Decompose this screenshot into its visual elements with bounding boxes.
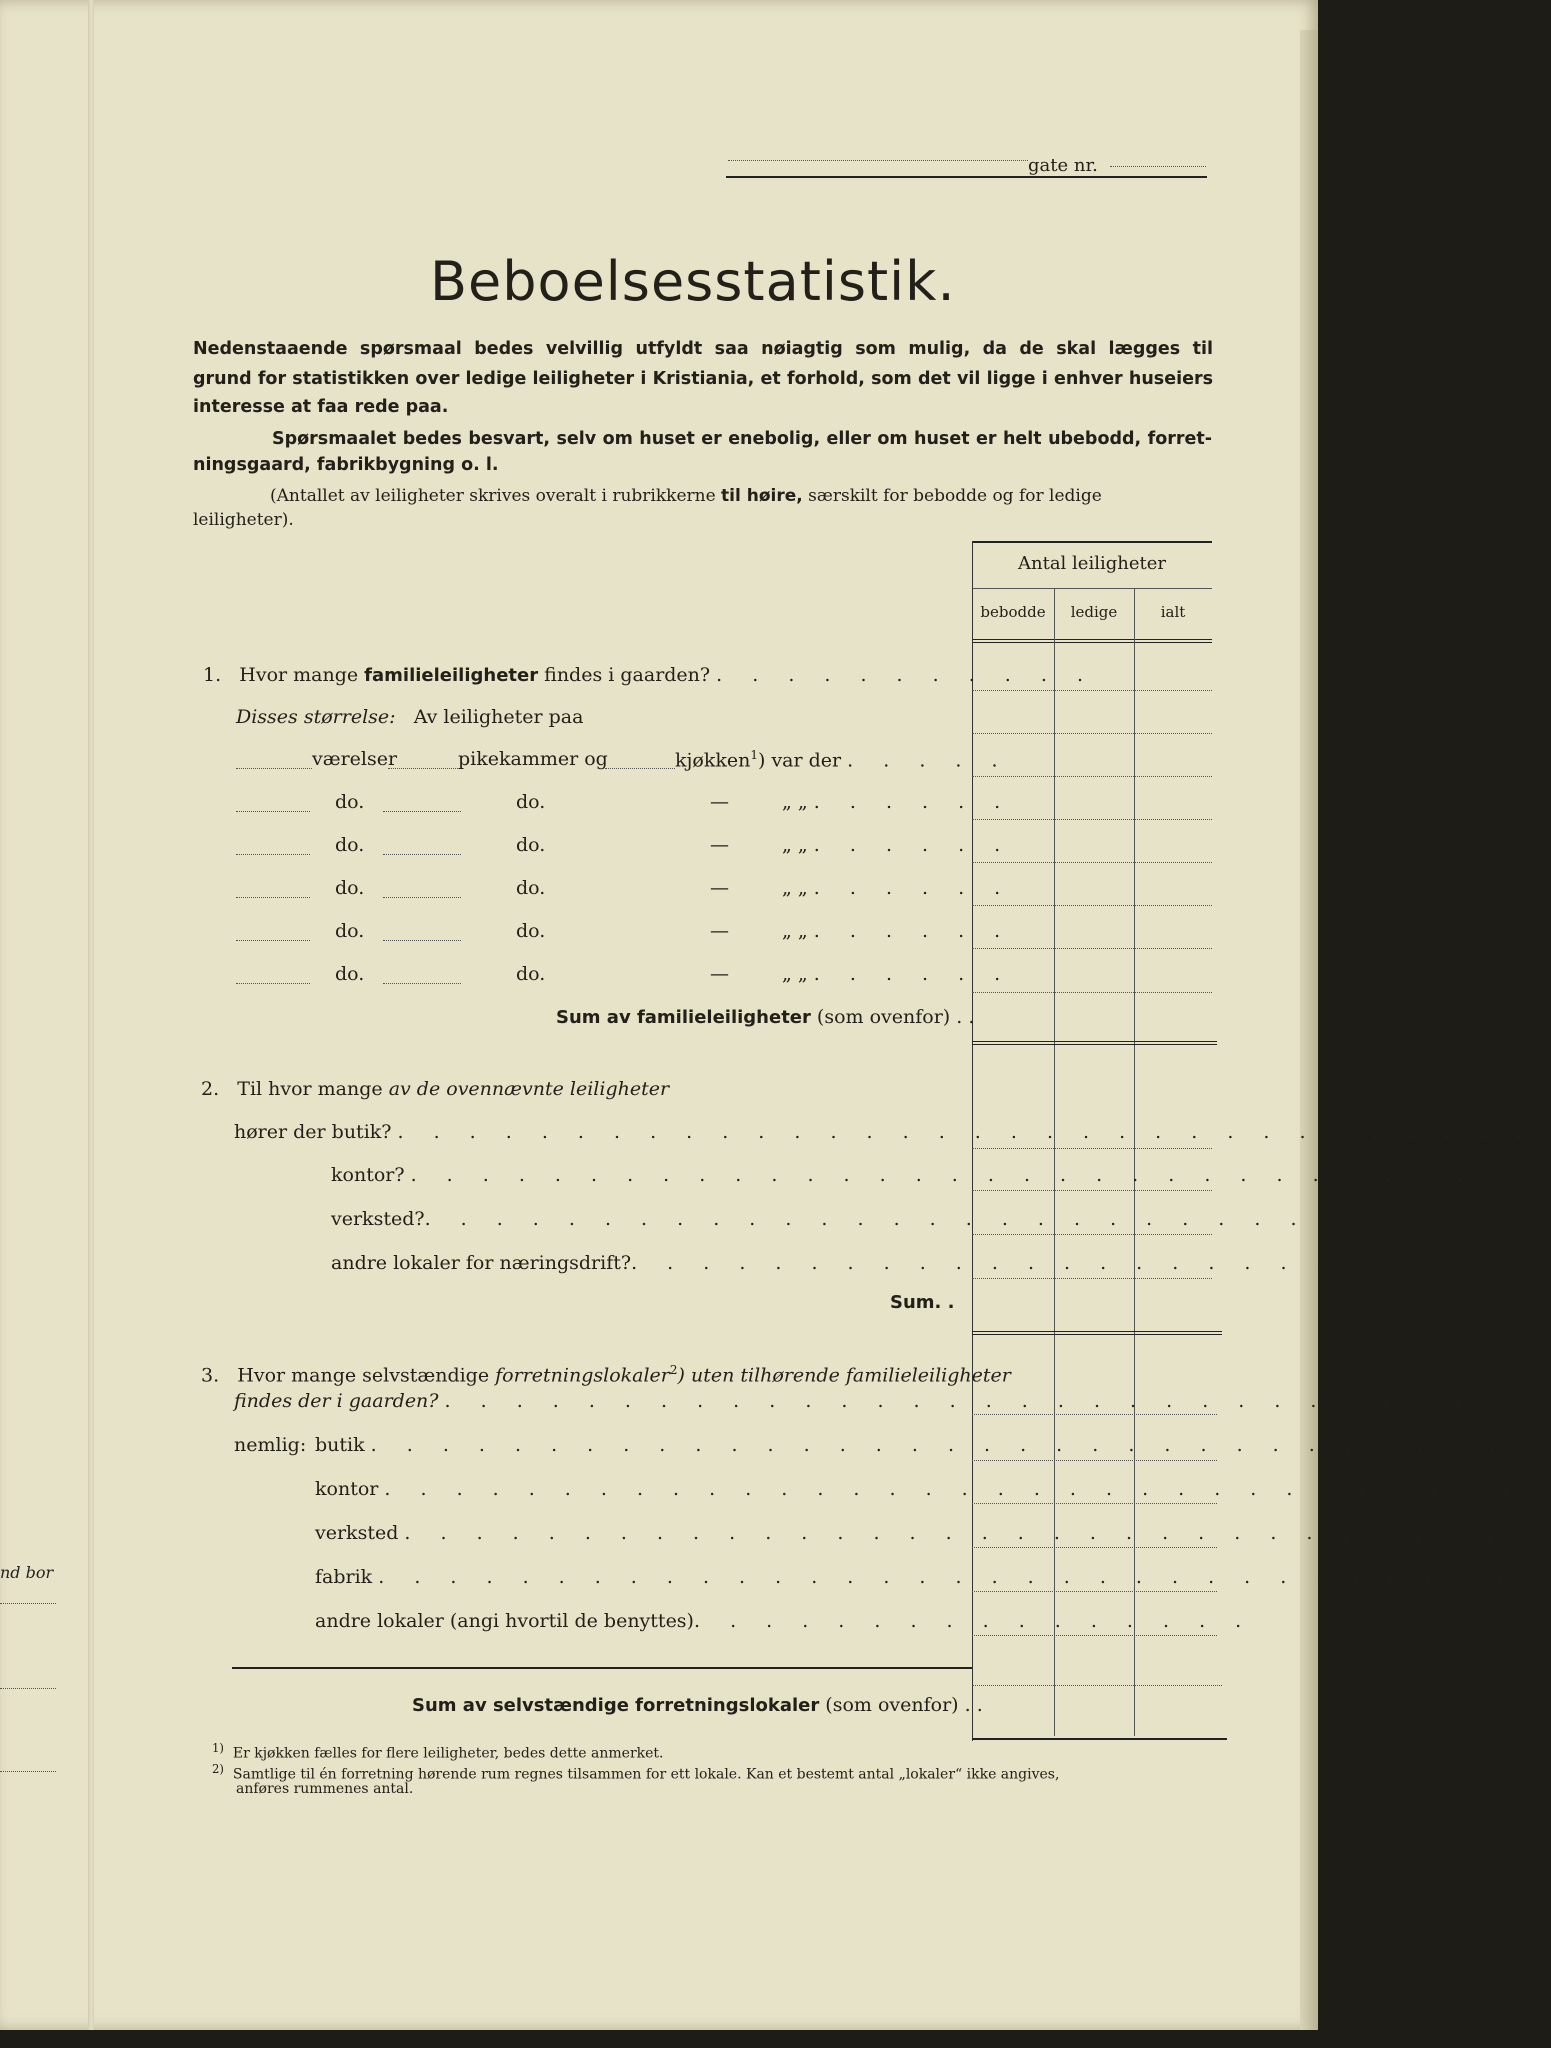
ditto-maid: do.: [516, 877, 546, 899]
leader-dots: . . . . . . . . . . . . . . . . . . . . . . . . . . . . . . . .: [384, 1478, 1521, 1500]
q3-text-pre: Hvor mange selvstændige: [237, 1364, 496, 1387]
footnote-ref: 2: [669, 1363, 678, 1377]
ditto-rooms: do.: [335, 791, 365, 813]
rooms-field[interactable]: [236, 768, 312, 769]
intro-line: grund for statistikken over ledige leiligheter i Kristiania, et forhold, som det vil ligge i enhver huseiers: [193, 369, 1213, 389]
q1-sum-post: (som ovenfor): [810, 1006, 951, 1028]
ditto-rooms: do.: [335, 877, 365, 899]
table-group-header: Antal leiligheter: [1018, 553, 1166, 574]
number-field[interactable]: [1110, 166, 1206, 167]
q2-sum-label: Sum.: [890, 1292, 942, 1313]
ditto-marks: [782, 791, 1012, 813]
table-row-rule: [972, 1278, 1212, 1279]
table-row-rule: [972, 1148, 1212, 1149]
leader-dots: . . . . . . . . . . . . . . . . . . . . . . . . . . . . . .: [424, 1208, 1489, 1230]
street-field[interactable]: [728, 160, 1028, 161]
table-row-rule: [972, 776, 1212, 777]
q3-sum-post: (som ovenfor): [819, 1694, 959, 1716]
col-ialt: ialt: [1160, 603, 1186, 621]
q1-text: [203, 664, 1095, 686]
footnote-text: Samtlige til én forretning hørende rum regnes tilsammen for ett lokale. Kan et bestemt antal „lokaler“ ikke angives,: [232, 1766, 1060, 1783]
table-row-rule: [972, 1591, 1217, 1592]
q3-sum-bold: Sum av selvstændige forretningslokaler: [412, 1695, 820, 1716]
q2-butik-label: hører der butik?: [234, 1121, 392, 1143]
table-row-rule: [972, 862, 1212, 863]
intro-line: Spørsmaalet bedes besvart, selv om huset er enebolig, eller om huset er helt ubebodd, forret-: [272, 429, 1212, 449]
q3-andre-label: andre lokaler (angi hvortil de benyttes): [315, 1610, 694, 1632]
table-col-divider: [1134, 588, 1135, 1736]
ditto-marks: [782, 920, 1012, 942]
leader-dots: . . . . . .: [813, 791, 1013, 813]
margin-dotline: [0, 1603, 56, 1604]
q2-kontor-label: kontor?: [331, 1164, 405, 1186]
q2-verksted: [331, 1208, 1489, 1230]
leader-dots: . . . . . . . . . . . . . . . . . . . . . . . . . . . . . . . . .: [370, 1434, 1544, 1456]
table-head-double-rule: [972, 639, 1212, 643]
q3-verksted-label: verksted: [315, 1522, 399, 1544]
table-row-rule: [972, 733, 1212, 734]
table-row-rule: [972, 819, 1212, 820]
maid-room-field[interactable]: [383, 897, 461, 898]
ditto-text: „ „: [782, 834, 808, 856]
table-row-rule: [972, 1414, 1217, 1415]
q3-kontor: [315, 1478, 1521, 1500]
intro-note-text: (Antallet av leiligheter skrives overalt i rubrikkerne: [270, 486, 722, 506]
q1-sizes-label: Disses størrelse:: [236, 706, 396, 728]
table-col-divider: [1054, 588, 1055, 1736]
ditto-maid: do.: [516, 963, 546, 985]
label-vaerelser: værelser: [312, 748, 398, 770]
q1-sizes: [236, 706, 583, 728]
q3-line2: [234, 1390, 1509, 1412]
section3-separator: [232, 1667, 972, 1669]
col-ledige: ledige: [1070, 603, 1118, 621]
leader-dots: . . . . .: [847, 749, 1010, 772]
q1-sizes-text: Av leiligheter paa: [413, 706, 584, 728]
table-section-rule: [972, 1331, 1222, 1335]
table-row-rule: [972, 905, 1212, 906]
ditto-text: „ „: [782, 877, 808, 899]
rooms-field[interactable]: [236, 940, 310, 941]
q1-sum: Sum av familieleiligheter (som ovenfor) . .: [556, 1006, 975, 1028]
q1-text-bold: familieleiligheter: [364, 665, 539, 686]
q3-text: [201, 1363, 1011, 1386]
q1-text-pre: Hvor mange: [239, 664, 365, 686]
col-bebodde: bebodde: [980, 603, 1046, 621]
leader-dots: . . . . . . . . . . .: [716, 664, 1095, 686]
rooms-field[interactable]: [236, 983, 310, 984]
q1-number: 1.: [203, 664, 222, 686]
table-row-rule: [972, 948, 1212, 949]
ditto-dash: —: [710, 877, 729, 899]
intro-line: Nedenstaaende spørsmaal bedes velvillig utfyldt saa nøiagtig som mulig, da de skal lægges til: [193, 339, 1213, 359]
ditto-maid: do.: [516, 834, 546, 856]
q3-butik-label: butik: [315, 1434, 365, 1456]
q2-text: [201, 1078, 669, 1100]
footnote-ref: 1: [750, 748, 758, 762]
q1-text-post: findes i gaarden?: [538, 664, 711, 686]
intro-note-bold: til høire,: [721, 486, 803, 506]
var-der-text: ) var der: [758, 749, 842, 772]
table-row-rule: [972, 1234, 1212, 1235]
table-row-rule: [972, 1635, 1217, 1636]
q3-line2-text: findes der i gaarden?: [234, 1390, 439, 1412]
rooms-field[interactable]: [236, 854, 310, 855]
ditto-dash: —: [710, 791, 729, 813]
q2-andre: [331, 1252, 1335, 1274]
q2-butik: [234, 1121, 1534, 1143]
leader-dots: . . . . . . . . . . . . . . . . . . . . . . . . . . . . . . . .: [397, 1121, 1535, 1143]
leader-dots: . . . . . .: [813, 963, 1013, 985]
kjokken-text: kjøkken: [675, 749, 751, 772]
footnote-text: Er kjøkken fælles for flere leiligheter, bedes dette anmerket.: [232, 1745, 664, 1762]
label-kjokken: [675, 748, 1010, 771]
table-top-rule: [972, 541, 1212, 543]
leader-dots: . . . . . . . . . . . . . . . .: [693, 1610, 1254, 1632]
table-row-rule: [972, 1547, 1217, 1548]
label-pikekammer: pikekammer og: [458, 748, 608, 770]
gate-nr-label: gate nr.: [1028, 155, 1098, 176]
ditto-marks: [782, 963, 1012, 985]
footnote-2-cont: anføres rummenes antal.: [236, 1781, 414, 1797]
leader-dots: . . . . . . . . . . . . . . . . . . . .: [631, 1252, 1335, 1274]
q2-kontor: [331, 1164, 1511, 1186]
leader-dots: . . . . . . . . . . . . . . . . . . . . . . . . . . . . . . . . .: [378, 1566, 1551, 1588]
footnote-mark: 1): [212, 1741, 224, 1755]
q3-butik: [315, 1434, 1543, 1456]
ditto-marks: [782, 834, 1012, 856]
maid-room-field[interactable]: [383, 940, 461, 941]
maid-room-field[interactable]: [383, 983, 461, 984]
table-row-rule: [972, 1460, 1217, 1461]
ditto-text: „ „: [782, 791, 808, 813]
q2-andre-label: andre lokaler for næringsdrift?: [331, 1252, 632, 1274]
table-section-rule: [972, 1041, 1217, 1045]
q3-fabrik-label: fabrik: [315, 1566, 373, 1588]
q2-number: 2.: [201, 1078, 220, 1100]
ditto-dash: —: [710, 920, 729, 942]
intro-note: leiligheter).: [193, 510, 294, 530]
q3-fabrik: [315, 1566, 1551, 1588]
leader-dots: . . . . . . . . . . . . . . . . . . . . . . . . . . . . . .: [444, 1390, 1509, 1412]
leader-dots: . . . . . .: [813, 834, 1013, 856]
table-row-rule: [972, 690, 1212, 691]
q2-text-pre: Til hvor mange: [237, 1078, 389, 1100]
ditto-rooms: do.: [335, 963, 365, 985]
table-row-rule: [972, 1685, 1222, 1686]
leader-dots: . . . . . . . . . . . . . . . . . . . . . . . . . . . . . . .: [404, 1522, 1505, 1544]
intro-note-text: særskilt for bebodde og for ledige: [802, 486, 1102, 506]
ditto-rooms: do.: [335, 834, 365, 856]
table-row-rule: [972, 1503, 1217, 1504]
book-spine: [88, 0, 94, 2030]
kitchen-field[interactable]: [605, 768, 675, 769]
q2-text-italic: av de ovennævnte leiligheter: [388, 1078, 670, 1100]
ditto-maid: do.: [516, 791, 546, 813]
footnote-mark: 2): [212, 1762, 224, 1776]
margin-dotline: [0, 1688, 56, 1689]
q3-andre: [315, 1610, 1253, 1632]
page-edge: [1300, 30, 1318, 2030]
q2-sum: Sum. .: [890, 1292, 955, 1313]
q3-verksted: [315, 1522, 1505, 1544]
q2-verksted-label: verksted?: [331, 1208, 425, 1230]
q3-text-italic: ) uten tilhørende familieleiligheter: [677, 1364, 1011, 1387]
maid-room-field[interactable]: [388, 768, 458, 769]
ditto-text: „ „: [782, 963, 808, 985]
maid-room-field[interactable]: [383, 854, 461, 855]
margin-note: nd bor: [0, 1563, 54, 1582]
ditto-dash: —: [710, 963, 729, 985]
margin-dotline: [0, 1771, 56, 1772]
intro-line: ningsgaard, fabrikbygning o. l.: [193, 455, 499, 475]
q3-text-italic: forretningslokaler: [495, 1364, 670, 1387]
intro-line: interesse at faa rede paa.: [193, 397, 449, 417]
maid-room-field[interactable]: [383, 811, 461, 812]
rooms-field[interactable]: [236, 811, 310, 812]
ditto-rooms: do.: [335, 920, 365, 942]
leader-dots: . . . . . .: [813, 877, 1013, 899]
rooms-field[interactable]: [236, 897, 310, 898]
leader-dots: . . . . . . . . . . . . . . . . . . . . . . . . . . . . . . .: [410, 1164, 1512, 1186]
q3-number: 3.: [201, 1364, 220, 1387]
q3-sum: Sum av selvstændige forretningslokaler (som ovenfor) . .: [412, 1694, 983, 1716]
table-head-rule: [972, 588, 1212, 589]
q3-nemlig: nemlig:: [234, 1434, 307, 1456]
ditto-marks: [782, 877, 1012, 899]
q3-kontor-label: kontor: [315, 1478, 379, 1500]
q1-sum-bold: Sum av familieleiligheter: [556, 1007, 811, 1028]
address-underline: [726, 176, 1207, 178]
leader-dots: . . . . . .: [813, 920, 1013, 942]
table-row-rule: [972, 992, 1212, 993]
ditto-maid: do.: [516, 920, 546, 942]
table-row-rule: [972, 1190, 1212, 1191]
page-title: Beboelsesstatistik.: [430, 250, 956, 313]
ditto-dash: —: [710, 834, 729, 856]
intro-note: [270, 484, 1212, 508]
ditto-text: „ „: [782, 920, 808, 942]
